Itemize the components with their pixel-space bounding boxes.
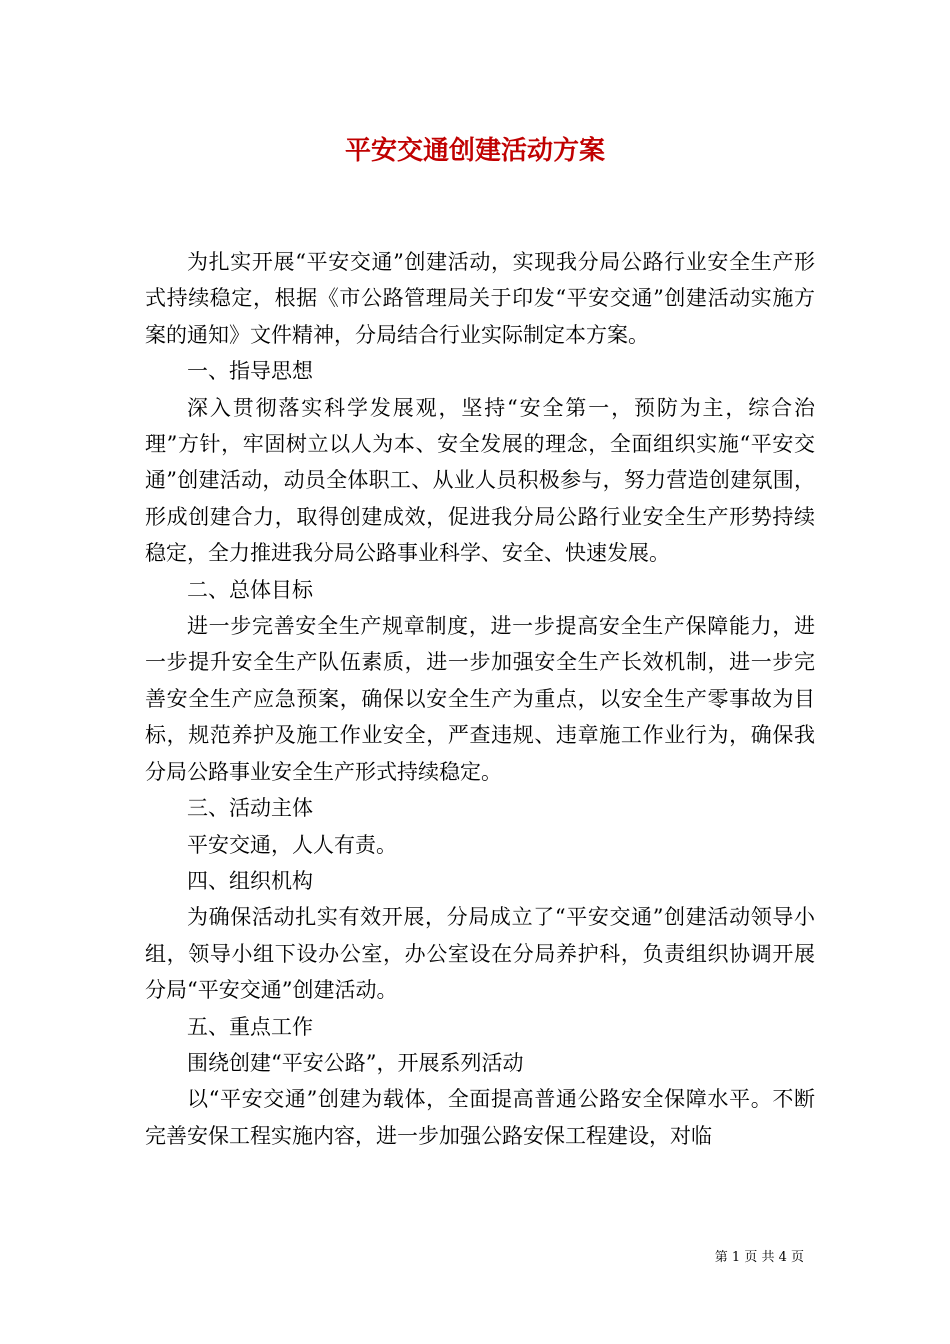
document-body xyxy=(145,244,815,1154)
page-number-footer: 第 1 页 共 4 页 xyxy=(714,1250,804,1265)
activity-subject-paragraph: 平安交通，人人有责。 xyxy=(187,832,397,857)
organization-paragraph: 为确保活动扎实有效开展，分局成立了“平安交通”创建活动领导小组，领导小组下设办公室，办公室设在分局养护科，负责组织协调开展分局“平安交通”创建活动。 xyxy=(145,905,815,1003)
section-heading-key-work: 五、重点工作 xyxy=(187,1014,313,1039)
section-heading-guiding-ideology: 一、指导思想 xyxy=(187,359,313,384)
intro-paragraph: 为扎实开展“平安交通”创建活动，实现我分局公路行业安全生产形式持续稳定，根据《市公路管理局关于印发“平安交通”创建活动实施方案的通知》文件精神，分局结合行业实际制定本方案。 xyxy=(145,250,815,347)
document-title: 平安交通创建活动方案 xyxy=(344,136,605,166)
key-work-subheading: 围绕创建“平安公路”，开展系列活动 xyxy=(187,1050,524,1075)
section-heading-organization: 四、组织机构 xyxy=(187,868,313,893)
key-work-paragraph: 以“平安交通”创建为载体，全面提高普通公路安全保障水平。不断完善安保工程实施内容，进一步加强公路安保工程建设，对临 xyxy=(145,1087,815,1148)
section-heading-activity-subject: 三、活动主体 xyxy=(187,796,313,821)
section-heading-overall-goal: 二、总体目标 xyxy=(187,577,313,602)
guiding-ideology-paragraph: 深入贯彻落实科学发展观，坚持“安全第一，预防为主，综合治理”方针，牢固树立以人为本、安全发展的理念，全面组织实施“平安交通”创建活动，动员全体职工、从业人员积极参与，努力营造创建氛围，形成创建合力，取得创建成效，促进我分局公路行业安全生产形势持续稳定，全力推进我分局公路事业科学、安全、快速发展。 xyxy=(145,395,815,566)
overall-goal-paragraph: 进一步完善安全生产规章制度，进一步提高安全生产保障能力，进一步提升安全生产队伍素质，进一步加强安全生产长效机制，进一步完善安全生产应急预案，确保以安全生产为重点，以安全生产零事故为目标，规范养护及施工作业安全，严查违规、违章施工作业行为，确保我分局公路事业安全生产形式持续稳定。 xyxy=(145,614,815,784)
